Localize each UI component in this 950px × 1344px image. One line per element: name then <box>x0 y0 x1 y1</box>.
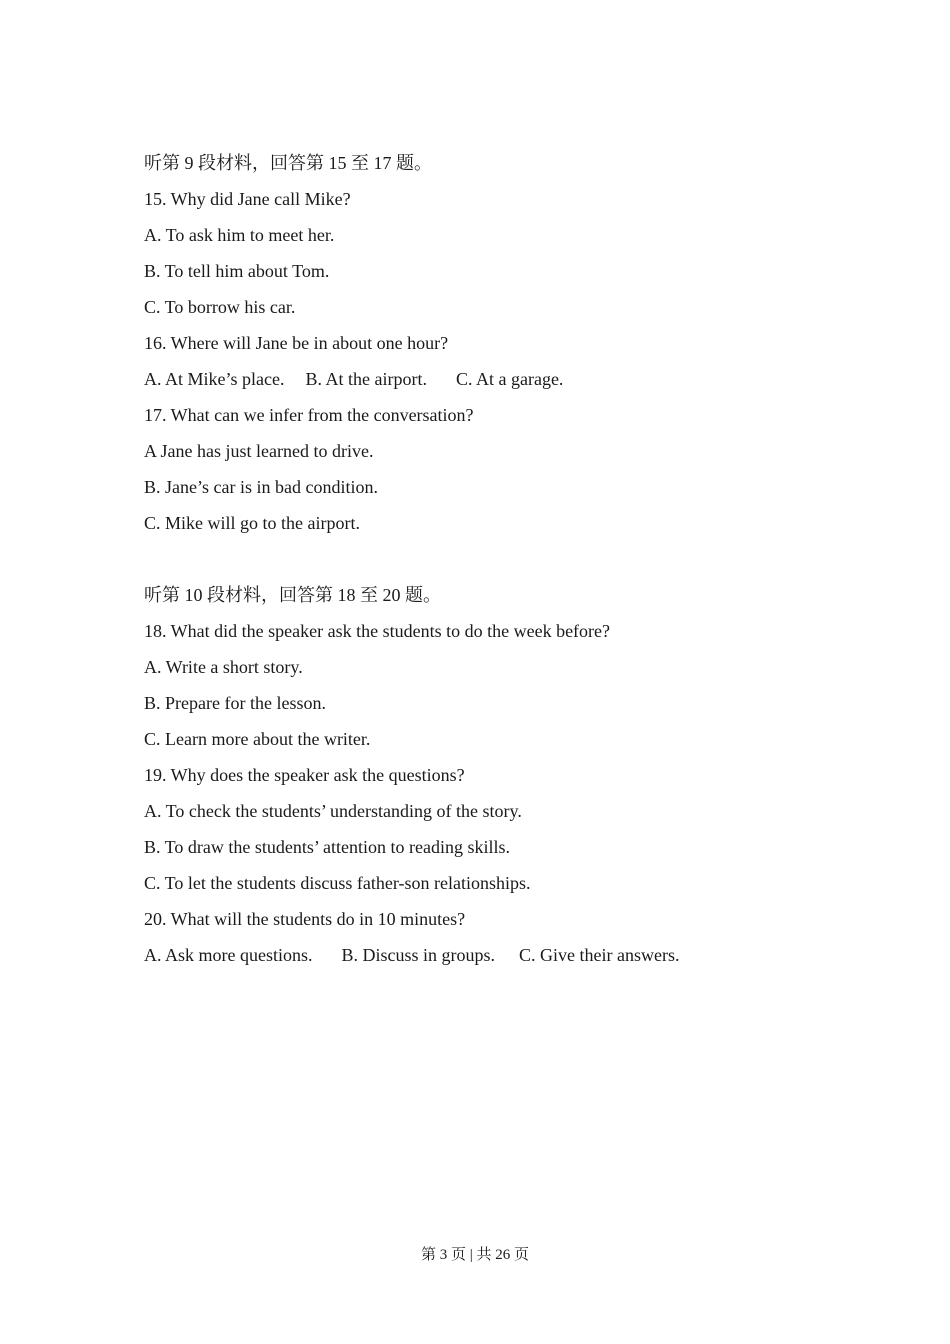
q17-option-a: A Jane has just learned to drive. <box>144 441 374 461</box>
q16-options <box>144 364 844 400</box>
q19-option-a: A. To check the students’ understanding of the story. <box>144 801 522 821</box>
question-18: 18. What did the speaker ask the students to do the week before? <box>144 621 611 641</box>
q20-option-b: B. Discuss in groups. <box>341 945 496 965</box>
question-19: 19. Why does the speaker ask the questions? <box>144 765 465 785</box>
q18-option-b: B. Prepare for the lesson. <box>144 693 326 713</box>
q15-option-c: C. To borrow his car. <box>144 297 296 317</box>
q15-option-a: A. To ask him to meet her. <box>144 225 335 245</box>
question-17: 17. What can we infer from the conversation? <box>144 405 474 425</box>
q20-options <box>144 940 844 976</box>
q16-option-b: B. At the airport. <box>305 369 427 389</box>
listening-section-10 <box>144 580 844 976</box>
q16-option-c: C. At a garage. <box>455 369 564 389</box>
q20-option-c: C. Give their answers. <box>519 945 680 965</box>
q18-option-c: C. Learn more about the writer. <box>144 729 371 749</box>
listening-section-9 <box>144 148 844 544</box>
question-20: 20. What will the students do in 10 minutes? <box>144 909 466 929</box>
q17-option-b: B. Jane’s car is in bad condition. <box>144 477 378 497</box>
q15-option-b: B. To tell him about Tom. <box>144 261 330 281</box>
section-header: 听第 10 段材料，回答第 18 至 20 题。 <box>144 585 441 605</box>
q20-option-a: A. Ask more questions. <box>144 945 313 965</box>
section-header: 听第 9 段材料，回答第 15 至 17 题。 <box>144 153 432 173</box>
q18-option-a: A. Write a short story. <box>144 657 303 677</box>
q19-option-b: B. To draw the students’ attention to reading skills. <box>144 837 511 857</box>
q16-option-a: A. At Mike’s place. <box>144 369 285 389</box>
q19-option-c: C. To let the students discuss father-son relationships. <box>144 873 531 893</box>
page-footer: 第 3 页 | 共 26 页 <box>420 1247 529 1263</box>
question-16: 16. Where will Jane be in about one hour? <box>144 333 449 353</box>
q17-option-c: C. Mike will go to the airport. <box>144 513 360 533</box>
question-15: 15. Why did Jane call Mike? <box>144 189 351 209</box>
